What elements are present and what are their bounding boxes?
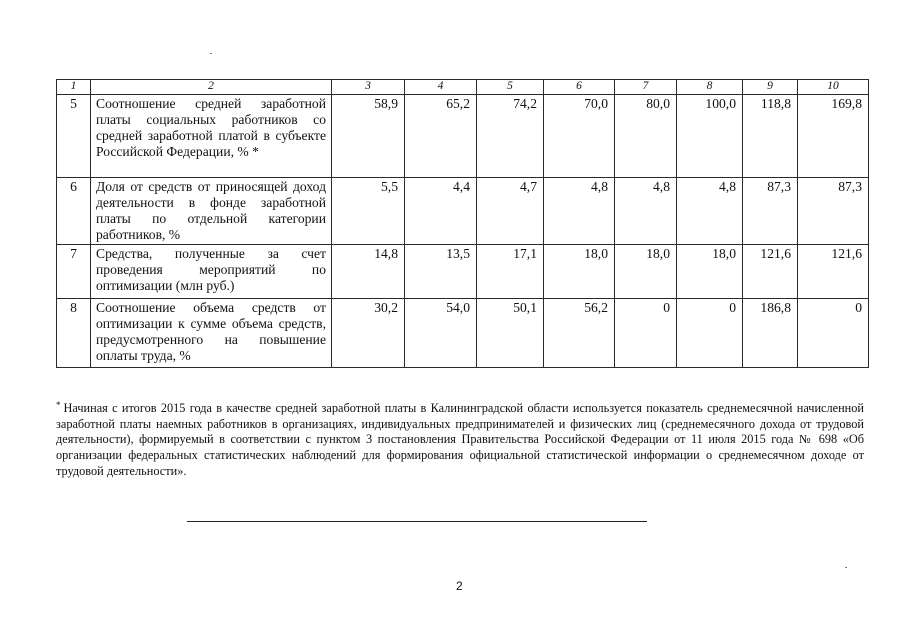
table-cell: 50,1 [477,299,544,368]
column-number: 8 [677,80,743,95]
column-number: 5 [477,80,544,95]
table-cell: 4,4 [405,178,477,245]
table-cell: 65,2 [405,95,477,178]
table-row [57,299,869,368]
column-number: 4 [405,80,477,95]
table-cell: 186,8 [743,299,798,368]
row-title: Средства, полученные за счет проведения мероприятий по оптимизации (млн руб.) [91,245,332,299]
row-title: Доля от средств от приносящей доход деятельности в фонде заработной платы по отдельной категории работников, % [91,178,332,245]
row-index: 7 [57,245,91,299]
table-cell: 80,0 [615,95,677,178]
row-index: 5 [57,95,91,178]
table-cell: 54,0 [405,299,477,368]
footnote-marker: * [56,400,61,411]
footnote-text: Начиная с итогов 2015 года в качестве средней заработной платы в Калининградской области используется показатель среднемесячной начисленной заработной платы наемных работников в организациях, индивидуальных предпринимателей и физических лиц (среднемесячного дохода от трудовой деятельности), формируемый в соответствии с пунктом 3 постановления Правительства Российской Федерации от 11 июля 2015 года № 698 «Об организации федеральных статистических наблюдений для формирования официальной статистической информации о среднемесячном доходе от трудовой деятельности». [56,401,864,478]
column-number: 6 [544,80,615,95]
column-number: 10 [798,80,869,95]
table-cell: 121,6 [798,245,869,299]
page-number: 2 [456,579,463,593]
scan-speck [210,53,212,54]
column-number: 1 [57,80,91,95]
table-cell: 18,0 [615,245,677,299]
separator-line [187,521,647,522]
table-cell: 100,0 [677,95,743,178]
table-row [57,178,869,245]
footnote [56,401,864,479]
table-cell: 4,7 [477,178,544,245]
indicator-table [56,79,869,368]
table-cell: 118,8 [743,95,798,178]
table-cell: 87,3 [798,178,869,245]
table-cell: 169,8 [798,95,869,178]
table-cell: 18,0 [677,245,743,299]
table-cell: 121,6 [743,245,798,299]
table-cell: 17,1 [477,245,544,299]
table-cell: 14,8 [332,245,405,299]
table-cell: 0 [615,299,677,368]
table-cell: 0 [798,299,869,368]
table-cell: 4,8 [615,178,677,245]
table-cell: 87,3 [743,178,798,245]
column-number-row [57,80,869,95]
table-cell: 0 [677,299,743,368]
table-row [57,95,869,178]
table-cell: 18,0 [544,245,615,299]
table-cell: 74,2 [477,95,544,178]
table-cell: 13,5 [405,245,477,299]
table-cell: 5,5 [332,178,405,245]
table-cell: 70,0 [544,95,615,178]
table-cell: 30,2 [332,299,405,368]
row-title: Соотношение средней заработной платы социальных работников со средней заработной платой в субъекте Российской Федерации, % * [91,95,332,178]
column-number: 7 [615,80,677,95]
table-cell: 4,8 [677,178,743,245]
row-index: 8 [57,299,91,368]
column-number: 9 [743,80,798,95]
table-cell: 4,8 [544,178,615,245]
column-number: 2 [91,80,332,95]
table-cell: 56,2 [544,299,615,368]
row-title: Соотношение объема средств от оптимизации к сумме объема средств, предусмотренного на повышение оплаты труда, % [91,299,332,368]
column-number: 3 [332,80,405,95]
row-index: 6 [57,178,91,245]
table-cell: 58,9 [332,95,405,178]
table-row [57,245,869,299]
scan-speck [845,567,847,568]
